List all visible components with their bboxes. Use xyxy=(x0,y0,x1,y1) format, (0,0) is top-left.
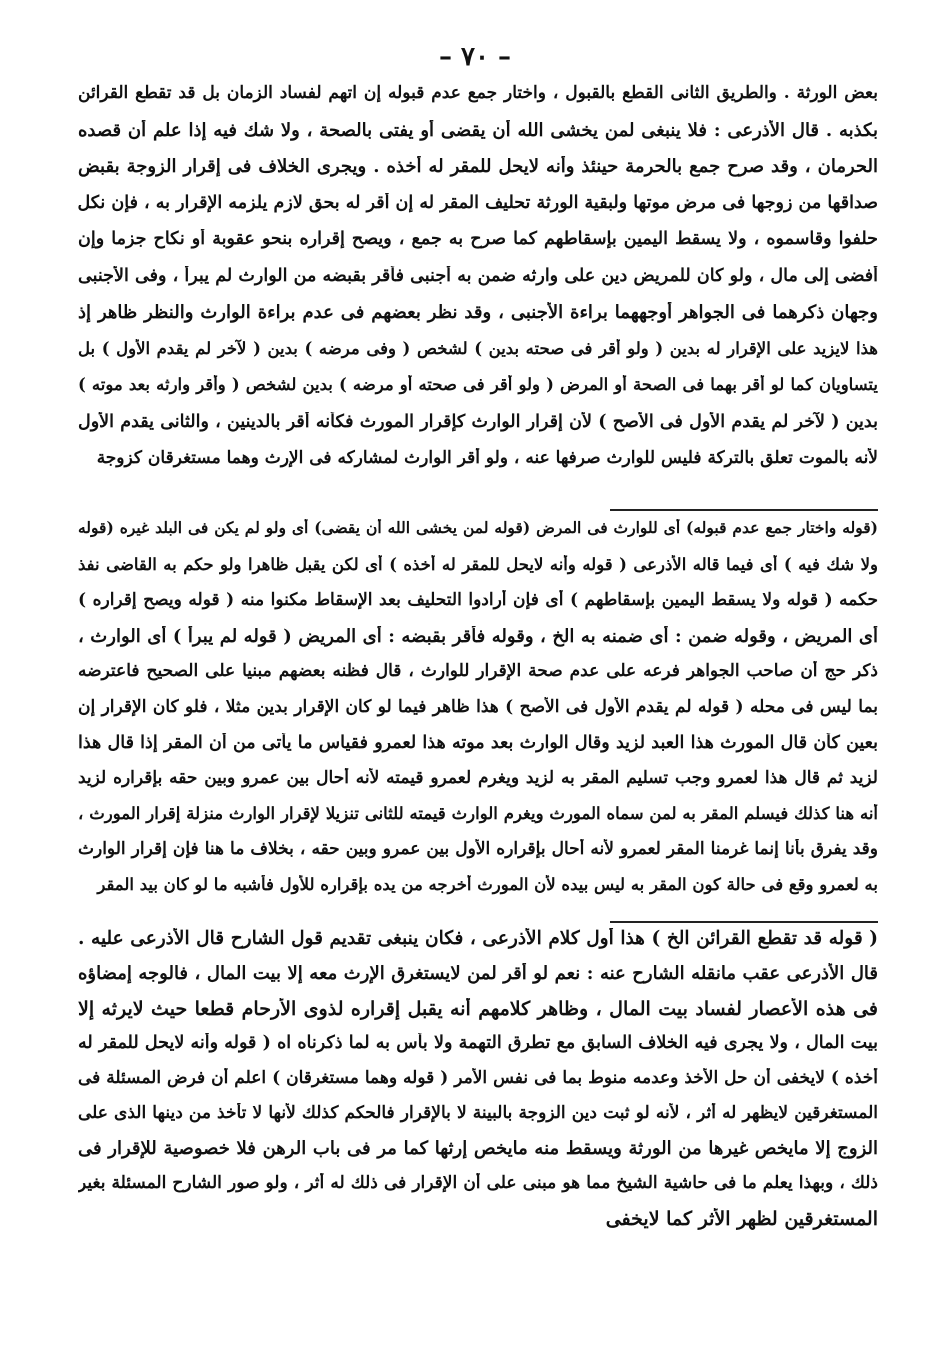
commentary-line: أى المريض ، وقوله ضمن : أى ضمنه به الخ ، وقوله فأقر بقبضه : أى المريض ( قوله لم يبرأ ) أى الوارث ، xyxy=(78,625,878,647)
commentary-line: حكمه ( قوله ولا يسقط اليمين بإسقاطهم ) أى فإن أرادوا التحليف بعد الإسقاط مكنوا منه ( قوله ويصح إقراره ) xyxy=(78,590,878,611)
commentary-line: بما ليس فى محله ( قوله لم يقدم الأول فى الأصح ) هذا ظاهر فيما لو كان الإقرار بدين مثلا ، فلو كان الإقرار إن xyxy=(78,696,878,717)
main-text-line: بعض الورثة . والطريق الثانى القطع بالقبول ، واختار جمع عدم قبوله إن اتهم لفساد الزمان بل قد تقطع القرائن xyxy=(78,83,878,103)
commentary-line: (قوله واختار جمع عدم قبوله) أى للوارث فى المرض (قوله لمن يخشى الله أن يقضى) أى ولو لم يكن فى البلد غيره (قوله xyxy=(78,519,878,537)
separator-rule-2 xyxy=(610,921,878,923)
commentary-line: فى هذه الأعصار لفساد بيت المال ، وظاهر كلامهم أنه يقبل إقراره لذوى الأرحام قطعا حيث لايرثه إلا xyxy=(78,998,878,1020)
main-text-line: هذا لايزيد على الإقرار له بدين ( ولو أقر فى صحته بدين ) لشخص ( وفى مرضه ) بدين ( لآخر لم يقدم الأول ) بل xyxy=(78,338,878,358)
commentary-line: ( قوله قد تقطع القرائن الخ ) هذا أول كلام الأذرعى ، فكان ينبغى تقديم قول الشارح قال الأذرعى عليه . xyxy=(78,928,878,949)
commentary-line: المستغرقين لظهر الأثر كما لايخفى xyxy=(605,1208,878,1230)
main-text xyxy=(78,83,878,485)
commentary-line: ولا شك فيه ) أى فيما قاله الأذرعى ( قوله وأنه لايحل للمقر له أخذه ) أى لكن يقبل ظاهرا ولو حكم به القاضى نفذ xyxy=(78,554,878,574)
commentary-line: قال الأذرعى عقب مانقله الشارح عنه : نعم لو أقر لمن لايستغرق الإرث معه إلا بيت المال ، فالوجه إمضاؤه xyxy=(78,963,878,984)
separator-rule-1 xyxy=(610,509,878,511)
main-text-line: الحرمان ، وقد صرح جمع بالحرمة حينئذ وأنه لايحل للمقر له أخذه . ويجرى الخلاف فى إقرار الزوجة بقبض xyxy=(78,156,878,177)
main-text-line: وجهان ذكرهما فى الجواهر أوجههما براءة الأجنبى ، وقد نظر بعضهم فى عدم براءة الوارث والنظر ظاهر إذ xyxy=(78,302,878,323)
commentary-line: ذكر حج أن صاحب الجواهر فرعه على عدم صحة الإقرار للوارث ، قال فظنه بعضهم مبنيا على الصحيح فاعترضه xyxy=(78,661,878,682)
main-text-line: بدين ( لآخر لم يقدم الأول فى الأصح ) لأن إقرار الوارث كإقرار المورث فكأنه أقر بالدينين ، والثانى يقدم الأول xyxy=(78,411,878,432)
commentary-line: لزيد ثم قال هذا لعمرو وجب تسليم المقر به لزيد ويغرم لعمرو قيمته لأنه أحال بين عمرو وبين حقه بإقراره لزيد xyxy=(78,768,878,789)
main-text-line: حلفوا وقاسموه ، ولا يسقط اليمين بإسقاطهم كما صرح به جمع ، ويصح إقراره بنحو عقوبة أو نكاح جزما وإن xyxy=(78,229,878,249)
commentary-line: ذلك ، وبهذا يعلم ما فى حاشية الشيخ مما هو مبنى على أن الإقرار فى ذلك له أثر ، ولو صور الشارح المسئلة بغير xyxy=(78,1173,878,1193)
main-text-line: يتساويان كما لو أقر بهما فى الصحة أو المرض ( ولو أقر فى صحته أو مرضه ) بدين لشخص ( وأقر وارثه بعد موته ) xyxy=(78,375,878,394)
commentary-line: به لعمرو وقع فى حالة كون المقر به ليس بيده لأن المورث أخرجه من يده بإقراره للأول فأشبه ما لو كان بيد المقر xyxy=(97,874,878,894)
commentary-line: المستغرقين لايظهر له أثر ، لأنه لو ثبت دين الزوجة بالبينة لا بالإقرار فالحكم كذلك لأنها لا تأخذ من دينها الذى على xyxy=(78,1103,878,1123)
commentary-line: أنه هنا كذلك فيسلم المقر به لمن سماه المورث ويغرم الوارث قيمته للثانى تنزيلا لإقرار الوارث منزلة إقرار المورث ، xyxy=(78,803,878,823)
main-text-line: لأنه بالموت تعلق بالتركة فليس للوارث صرفها عنه ، ولو أقر الوارث لمشاركه فى الإرث وهما مستغرقان كزوجة xyxy=(96,448,878,468)
page-number: – ٧٠ – xyxy=(438,42,512,72)
commentary-line: بعين كأن قال المورث هذا العبد لزيد وقال الوارث بعد موته هذا لعمرو فقياس ما يأتى من أن المقر إذا قال هذا xyxy=(78,732,878,753)
commentary-block-2 xyxy=(78,928,878,1243)
commentary-block-1 xyxy=(78,519,878,911)
main-text-line: أفضى إلى مال ، ولو كان للمريض دين على وارثه ضمن به أجنبى فأقر بقبضه من الوارث لم يبرأ ، وفى الأجنبى xyxy=(78,265,878,286)
commentary-line: بيت المال ، ولا يجرى فيه الخلاف السابق مع تطرق التهمة ولا بأس به لما ذكرناه اه ( قوله وأنه لايحل للمقر له xyxy=(78,1033,878,1053)
main-text-line: صداقها من زوجها فى مرض موتها ولبقية الورثة تحليف المقر له إن أقر له بحق لازم يلزمه الإقرار به ، فإن نكل xyxy=(78,192,878,213)
commentary-line: الزوج إلا مايخص غيرها من الورثة ويسقط منه مايخص إرثها كما مر فى باب الرهن فلا خصوصية للإقرار فى xyxy=(78,1138,878,1159)
commentary-line: أخذه ) لايخفى أن حل الأخذ وعدمه منوط بما فى نفس الأمر ( قوله وهما مستغرقان ) اعلم أن فرض المسئلة فى xyxy=(78,1068,878,1088)
main-text-line: بكذبه . قال الأذرعى : فلا ينبغى لمن يخشى الله أن يقضى أو يفتى بالصحة ، ولا شك فيه إذا علم أن قصده xyxy=(78,119,878,141)
commentary-line: وقد يفرق بأنا إنما غرمنا المقر لعمرو لأنه أحال بإقراره الأول بين عمرو وبين حقه ، بخلاف ما هنا فإن إقرار الوارث xyxy=(78,839,878,860)
